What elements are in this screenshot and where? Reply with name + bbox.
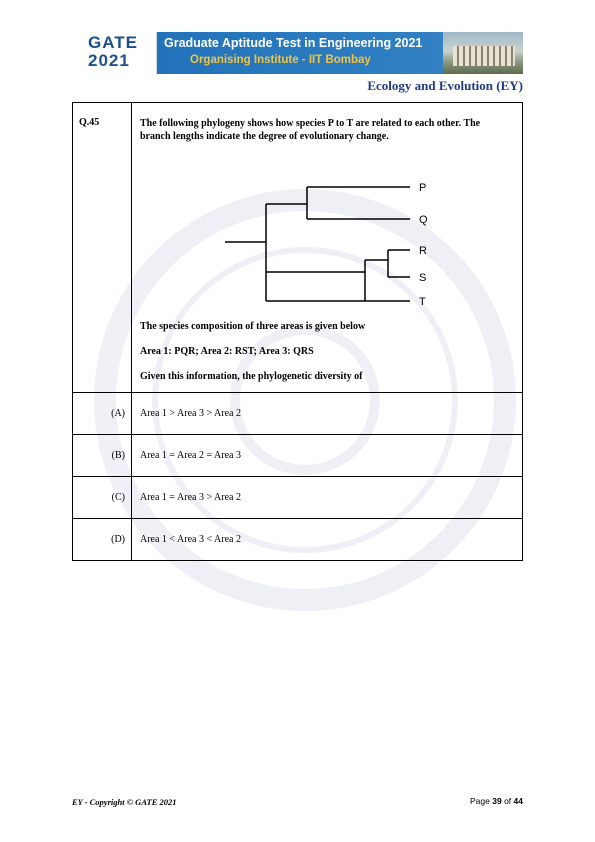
area-composition: Area 1: PQR; Area 2: RST; Area 3: QRS xyxy=(140,346,314,357)
species-label-r: R xyxy=(419,245,427,257)
question-body xyxy=(132,103,523,393)
question-text: The following phylogeny shows how species P to T are related to each other. The branch lengths indicate the degree of evolutionary change. xyxy=(140,118,481,142)
question-prompt: Given this information, the phylogenetic diversity of xyxy=(140,371,363,382)
logo-year-text: 2021 xyxy=(88,51,130,70)
option-c-row xyxy=(73,477,523,519)
option-b-text: Area 1 = Area 2 = Area 3 xyxy=(132,435,523,477)
option-d-text: Area 1 < Area 3 < Area 2 xyxy=(132,519,523,561)
page-prefix: Page xyxy=(469,796,490,806)
option-b-row xyxy=(73,435,523,477)
option-a-row xyxy=(73,393,523,435)
species-label-t: T xyxy=(419,296,426,308)
page-current: 39 xyxy=(492,796,502,806)
phylogeny-figure xyxy=(140,149,512,308)
option-c-text: Area 1 = Area 3 > Area 2 xyxy=(132,477,523,519)
species-label-p: P xyxy=(419,182,427,194)
species-label-s: S xyxy=(419,272,427,284)
page-of: of xyxy=(504,796,512,806)
banner-title: Graduate Aptitude Test in Engineering 2021 xyxy=(164,36,423,50)
logo-gate-text: GATE xyxy=(88,33,138,52)
composition-intro: The species composition of three areas is given below xyxy=(140,321,366,332)
question-table xyxy=(72,102,523,561)
header-banner xyxy=(72,32,523,74)
phylogeny-tree xyxy=(225,149,445,308)
option-a-text: Area 1 > Area 3 > Area 2 xyxy=(132,393,523,435)
subject-title: Ecology and Evolution (EY) xyxy=(367,78,523,93)
option-a-label: (A) xyxy=(73,393,132,435)
gate-logo xyxy=(72,32,157,74)
option-d-label: (D) xyxy=(73,519,132,561)
species-label-q: Q xyxy=(419,214,428,226)
footer-page-number xyxy=(470,796,523,806)
page-total: 44 xyxy=(513,796,523,806)
building-image xyxy=(453,46,515,66)
footer-copyright: EY - Copyright © GATE 2021 xyxy=(72,797,177,807)
option-d-row xyxy=(73,519,523,561)
banner-subtitle: Organising Institute - IIT Bombay xyxy=(190,54,371,66)
institute-photo xyxy=(443,32,523,74)
option-b-label: (B) xyxy=(73,435,132,477)
option-c-label: (C) xyxy=(73,477,132,519)
question-number: Q.45 xyxy=(73,103,132,393)
